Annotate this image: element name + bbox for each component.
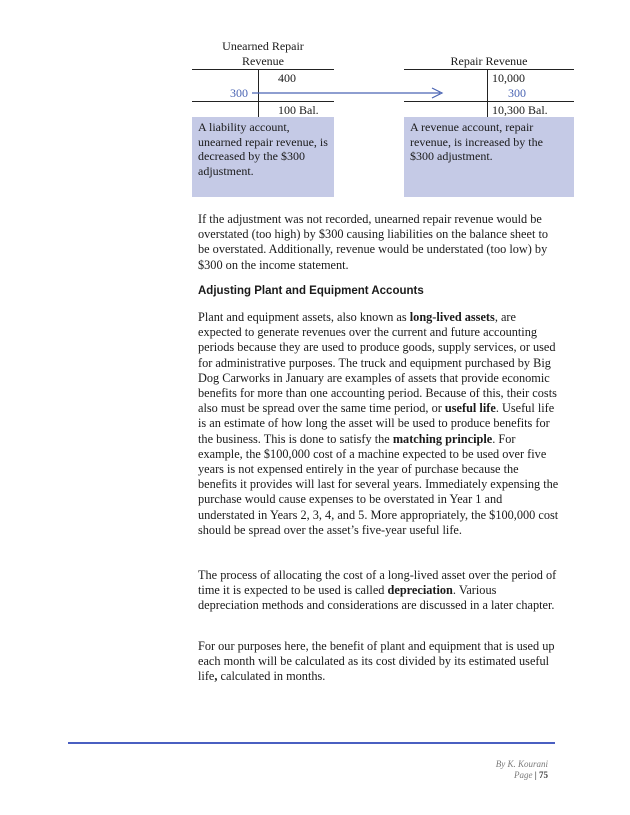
text-run: . Useful life is an estimate of how long the asset will be used to produce benefits for the business. This is done to satisfy the	[198, 401, 555, 446]
text-run: The process of allocating the cost of a long-lived asset over the period of time it is expected to be used is called	[198, 568, 557, 598]
term-matching-principle: matching principle	[392, 431, 493, 446]
paragraph-depreciation	[198, 568, 560, 614]
paragraph-monthly-benefit	[198, 639, 560, 685]
adjustment-arrow-icon	[250, 86, 450, 100]
balance-entry: 100 Bal.	[278, 103, 319, 117]
t-account-top-rule	[192, 69, 334, 70]
text-run: calculated in months.	[217, 669, 326, 684]
term-useful-life: useful life	[444, 401, 496, 416]
text-run: Plant and equipment assets, also known as	[198, 310, 410, 324]
title-line-2: Revenue	[242, 54, 284, 68]
title-line-1: Unearned Repair	[222, 39, 304, 53]
t-account-title	[192, 39, 334, 69]
note-box: A liability account, unearned repair revenue, is decreased by the $300 adjustment.	[192, 117, 334, 197]
page-separator: |	[532, 770, 539, 780]
t-account-title: Repair Revenue	[450, 54, 528, 68]
term-depreciation: depreciation	[387, 583, 453, 598]
text-run: For our purposes here, the benefit of plant and equipment that is used up each month will be calculated as its cost divided by its estimated useful life	[198, 639, 555, 684]
text-run: . For example, the $100,000 cost of a machine expected to be used over five years is not expensed entirely in the year of purchase because the benefits it provides will last for several years. Immediately expensing the purchase would cause expenses to be overstated in Year 1 and understated in Years 2, 3, 4, and 5. More appropriately, the $100,000 cost should be spread over the asset’s five-year useful life.	[198, 431, 559, 537]
note-box: A revenue account, repair revenue, is increased by the $300 adjustment.	[404, 117, 574, 197]
section-heading: Adjusting Plant and Equipment Accounts	[198, 285, 424, 297]
footer-author: By K. Kourani	[495, 759, 548, 769]
text-run: . Various depreciation methods and considerations are discussed in a later chapter.	[198, 583, 555, 613]
debit-adjustment: 300	[230, 86, 248, 100]
term-long-lived-assets: long-lived assets	[409, 310, 495, 324]
t-account-balance-rule	[192, 101, 334, 102]
paragraph-plant-equipment	[198, 310, 560, 538]
t-account-balance-rule	[404, 101, 574, 102]
footer-rule	[68, 742, 555, 744]
t-account-center-rule	[487, 69, 488, 117]
text-run: , are expected to generate revenues over the current and future accounting periods because they are used to produce goods, supply services, or used for administrative purposes. The truck and equipment purchased by Big Dog Carworks in January are examples of assets that provide economic benefits for more than one accounting period. Because of this, their costs also must be spread over the same time period, or	[198, 310, 557, 416]
text-run-bold-comma: ,	[214, 669, 218, 684]
paragraph-overstatement: If the adjustment was not recorded, unearned repair revenue would be overstated (too high) by $300 causing liabilities on the balance sheet to be overstated. Additionally, revenue would be understated (too low) by $300 on the income statement.	[198, 212, 549, 272]
credit-entry: 10,000	[492, 71, 525, 85]
t-account-top-rule	[404, 69, 574, 70]
balance-entry: 10,300 Bal.	[492, 103, 548, 117]
page-number: 75	[539, 770, 548, 780]
credit-entry: 400	[278, 71, 296, 85]
credit-adjustment: 300	[508, 86, 526, 100]
footer-page	[514, 770, 548, 780]
page-label: Page	[514, 770, 533, 780]
